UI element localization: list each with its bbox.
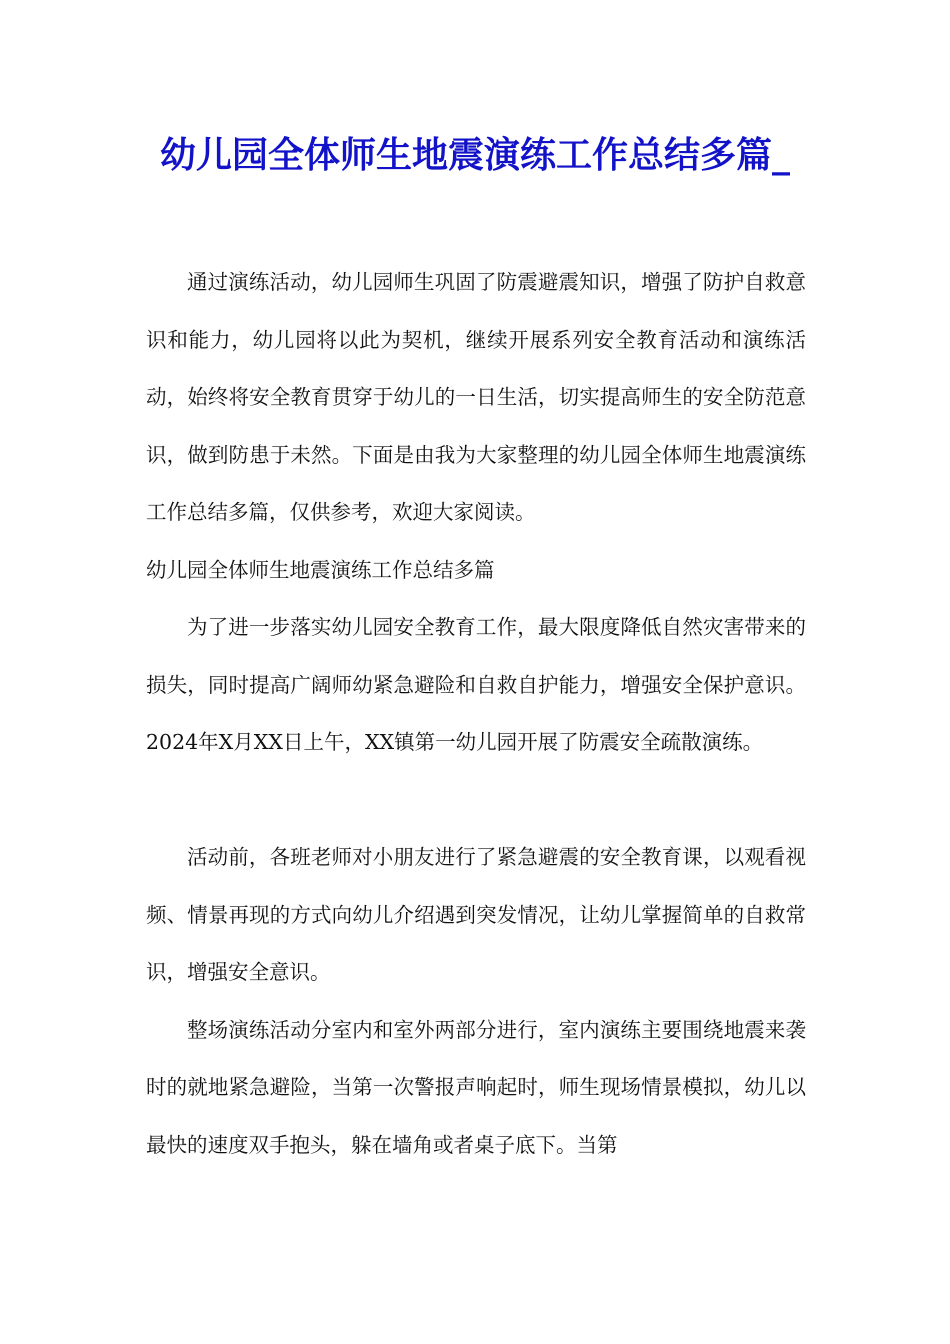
document-body — [146, 254, 806, 1174]
body-paragraph-3: 整场演练活动分室内和室外两部分进行，室内演练主要围绕地震来袭时的就地紧急避险，当第一次警报声响起时，师生现场情景模拟，幼儿以最快的速度双手抱头，躲在墙角或者桌子底下。当第 — [146, 1017, 806, 1157]
intro-paragraph: 通过演练活动，幼儿园师生巩固了防震避震知识，增强了防护自救意识和能力，幼儿园将以此为契机，继续开展系列安全教育活动和演练活动，始终将安全教育贯穿于幼儿的一日生活，切实提高师生的安全防范意识，做到防患于未然。下面是由我为大家整理的幼儿园全体师生地震演练工作总结多篇，仅供参考，欢迎大家阅读。 — [146, 270, 806, 524]
body-paragraph-2: 活动前，各班老师对小朋友进行了紧急避震的安全教育课，以观看视频、情景再现的方式向幼儿介绍遇到突发情况，让幼儿掌握简单的自救常识，增强安全意识。 — [146, 845, 806, 984]
body-paragraph-1: 为了进一步落实幼儿园安全教育工作，最大限度降低自然灾害带来的损失，同时提高广阔师幼紧急避险和自救自护能力，增强安全保护意识。2024年X月XX日上午，XX镇第一幼儿园开展了防震安全疏散演练。 — [146, 615, 806, 754]
paragraph-spacer — [146, 772, 806, 830]
section-subheading: 幼儿园全体师生地震演练工作总结多篇 — [146, 557, 495, 582]
document-title: 幼儿园全体师生地震演练工作总结多篇_ — [159, 135, 790, 176]
